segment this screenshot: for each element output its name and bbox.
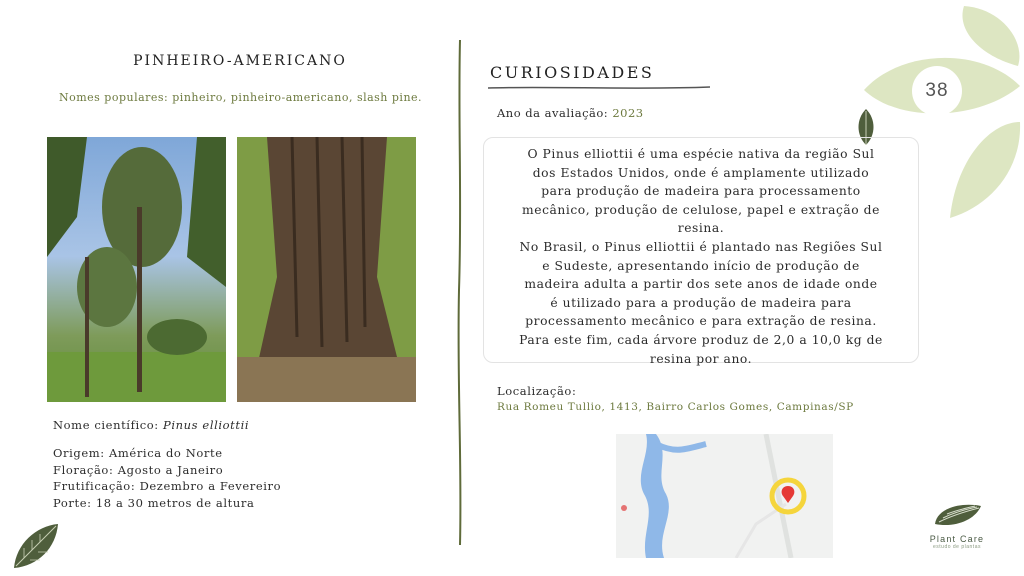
fact-flowering: Floração: Agosto a Janeiro [53,462,224,477]
brand-logo [918,500,996,550]
evaluation-year [497,106,644,120]
text-line: No Brasil, o Pinus elliottii é plantado nas Regiões Sul [519,239,883,254]
brand-name: Plant Care [929,534,985,544]
evaluation-year-label: Ano da avaliação: [497,106,609,120]
fact-fruiting: Frutificação: Dezembro a Fevereiro [53,479,282,493]
popular-names: Nomes populares: pinheiro, pinheiro-americano, slash pine. [58,91,423,104]
species-facts [53,445,281,511]
location-address: Rua Romeu Tullio, 1413, Bairro Carlos Gomes, Campinas/SP [497,401,854,413]
leaf-icon [950,122,1020,218]
map-illustration [616,434,833,558]
brand-leaf-icon [931,500,983,528]
species-common-name: PINHEIRO-AMERICANO [133,53,347,69]
evaluation-year-value: 2023 [612,106,644,120]
text-line: e Sudeste, apresentando início de produção de [542,258,860,273]
text-line: resina. [677,221,725,236]
text-line: Para este fim, cada árvore produz de 2,0 a 10,0 kg de [519,332,883,347]
leaf-icon [962,6,1019,66]
text-line: processamento mecânico e para extração de resina. [525,314,877,329]
scientific-name [53,418,249,432]
fact-size: Porte: 18 a 30 metros de altura [53,495,255,510]
text-line: resina por ano. [649,351,753,366]
location-label: Localização: [497,384,577,398]
scientific-name-label: Nome científico: [53,418,159,432]
leaf-corner-icon [10,520,62,572]
text-line: mecânico, produção de celulose, papel e extração de [522,202,880,217]
text-line: é utilizado para a produção de madeira para [550,295,852,310]
text-line: O Pinus elliottii é uma espécie nativa da região Sul [527,147,875,161]
map-poi-icon [621,505,627,511]
tree-photo [47,137,226,402]
scientific-name-value: Pinus elliottii [163,418,250,432]
column-divider [455,40,465,545]
text-line: dos Estados Unidos, onde é amplamente utilizado [532,165,870,180]
text-line: para produção de madeira para processamento [541,184,861,199]
title-underline [488,84,712,92]
page-number: 38 [912,66,962,116]
trunk-photo [237,137,416,402]
fact-origin: Origem: América do Norte [53,446,223,460]
pine-trunk-illustration [237,137,416,402]
text-line: madeira adulta a partir dos sete anos de idade onde [524,277,878,292]
curiosities-text-box [483,137,919,366]
location-map[interactable] [616,434,833,558]
curiosities-title: CURIOSIDADES [490,63,655,82]
pine-tree-illustration [47,137,226,402]
brand-tagline: estudo de plantas [933,544,981,550]
